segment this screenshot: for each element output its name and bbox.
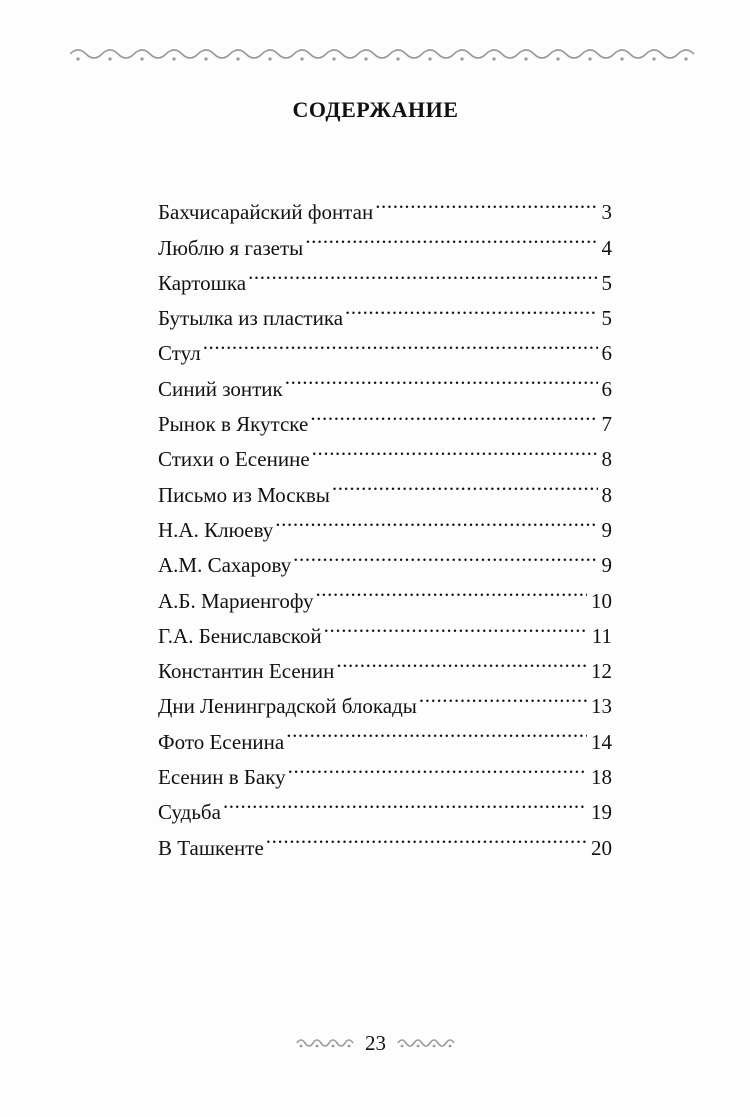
swirl-ornament-icon bbox=[295, 1035, 355, 1051]
toc-entry-page: 9 bbox=[601, 517, 612, 542]
toc-entry bbox=[158, 325, 612, 366]
toc-entry-page: 19 bbox=[591, 800, 612, 825]
toc-leader-dots bbox=[266, 819, 587, 854]
toc-entry bbox=[158, 360, 612, 401]
toc-entry-title: Фото Есенина bbox=[158, 729, 285, 754]
toc-entry-title: Бутылка из пластика bbox=[158, 306, 344, 331]
toc-leader-dots bbox=[305, 219, 597, 254]
toc-leader-dots bbox=[286, 713, 587, 748]
toc-entry-title: Письмо из Москвы bbox=[158, 482, 330, 507]
toc-leader-dots bbox=[275, 502, 597, 537]
toc-entry-title: Г.А. Бениславской bbox=[158, 623, 322, 648]
toc-entry bbox=[158, 784, 612, 825]
toc-leader-dots bbox=[203, 325, 598, 360]
toc-entry-page: 7 bbox=[601, 412, 612, 437]
toc-entry-page: 12 bbox=[591, 659, 612, 684]
toc-entry-page: 18 bbox=[591, 765, 612, 790]
toc-leader-dots bbox=[332, 466, 598, 501]
toc-entry-title: Н.А. Клюеву bbox=[158, 517, 274, 542]
toc-entry-page: 6 bbox=[601, 341, 612, 366]
toc-entry-title: Есенин в Баку bbox=[158, 765, 286, 790]
page-number: 23 bbox=[365, 1031, 386, 1055]
toc-entry-title: Бахчисарайский фонтан bbox=[158, 200, 374, 225]
toc-leader-dots bbox=[288, 749, 587, 784]
toc-entry bbox=[158, 184, 612, 225]
toc-entry-page: 10 bbox=[591, 588, 612, 613]
toc-entry-page: 8 bbox=[601, 482, 612, 507]
toc-leader-dots bbox=[345, 290, 597, 325]
toc-entry-title: Константин Есенин bbox=[158, 659, 335, 684]
toc-entry-title: Судьба bbox=[158, 800, 221, 825]
toc-leader-dots bbox=[324, 608, 588, 643]
toc-entry-title: Синий зонтик bbox=[158, 376, 283, 401]
toc-leader-dots bbox=[336, 643, 587, 678]
toc-entry-title: Люблю я газеты bbox=[158, 235, 304, 260]
toc-entry-title: Картошка bbox=[158, 270, 247, 295]
toc-entry-page: 3 bbox=[601, 200, 612, 225]
swirl-ornament-icon bbox=[396, 1035, 456, 1051]
toc-entry-page: 13 bbox=[591, 694, 612, 719]
toc-leader-dots bbox=[419, 678, 587, 713]
toc-entry-title: В Ташкенте bbox=[158, 835, 264, 860]
toc-entry-title: Стул bbox=[158, 341, 201, 366]
page-footer bbox=[0, 1028, 751, 1058]
toc-entry bbox=[158, 819, 612, 860]
toc-entry-title: А.Б. Мариенгофу bbox=[158, 588, 314, 613]
toc-leader-dots bbox=[223, 784, 587, 819]
toc-leader-dots bbox=[248, 255, 597, 290]
toc-entry-page: 11 bbox=[591, 623, 612, 648]
toc-entry-page: 5 bbox=[601, 306, 612, 331]
toc-leader-dots bbox=[375, 184, 597, 219]
toc-entry-title: Дни Ленинградской блокады bbox=[158, 694, 417, 719]
toc-entry-page: 9 bbox=[601, 553, 612, 578]
toc-entry-title: Стихи о Есенине bbox=[158, 447, 310, 472]
toc-entry-page: 5 bbox=[601, 270, 612, 295]
table-of-contents bbox=[158, 184, 612, 860]
toc-leader-dots bbox=[312, 431, 598, 466]
toc-leader-dots bbox=[310, 396, 597, 431]
toc-leader-dots bbox=[315, 572, 587, 607]
toc-entry-title: А.М. Сахарову bbox=[158, 553, 292, 578]
toc-entry-page: 14 bbox=[591, 729, 612, 754]
toc-entry-page: 6 bbox=[601, 376, 612, 401]
toc-entry-page: 8 bbox=[601, 447, 612, 472]
page-title: СОДЕРЖАНИЕ bbox=[292, 97, 459, 122]
toc-leader-dots bbox=[293, 537, 597, 572]
toc-entry-page: 20 bbox=[591, 835, 612, 860]
toc-leader-dots bbox=[285, 360, 598, 395]
toc-entry-page: 4 bbox=[601, 235, 612, 260]
wave-ornament-icon bbox=[70, 42, 700, 66]
toc-entry-title: Рынок в Якутске bbox=[158, 412, 309, 437]
